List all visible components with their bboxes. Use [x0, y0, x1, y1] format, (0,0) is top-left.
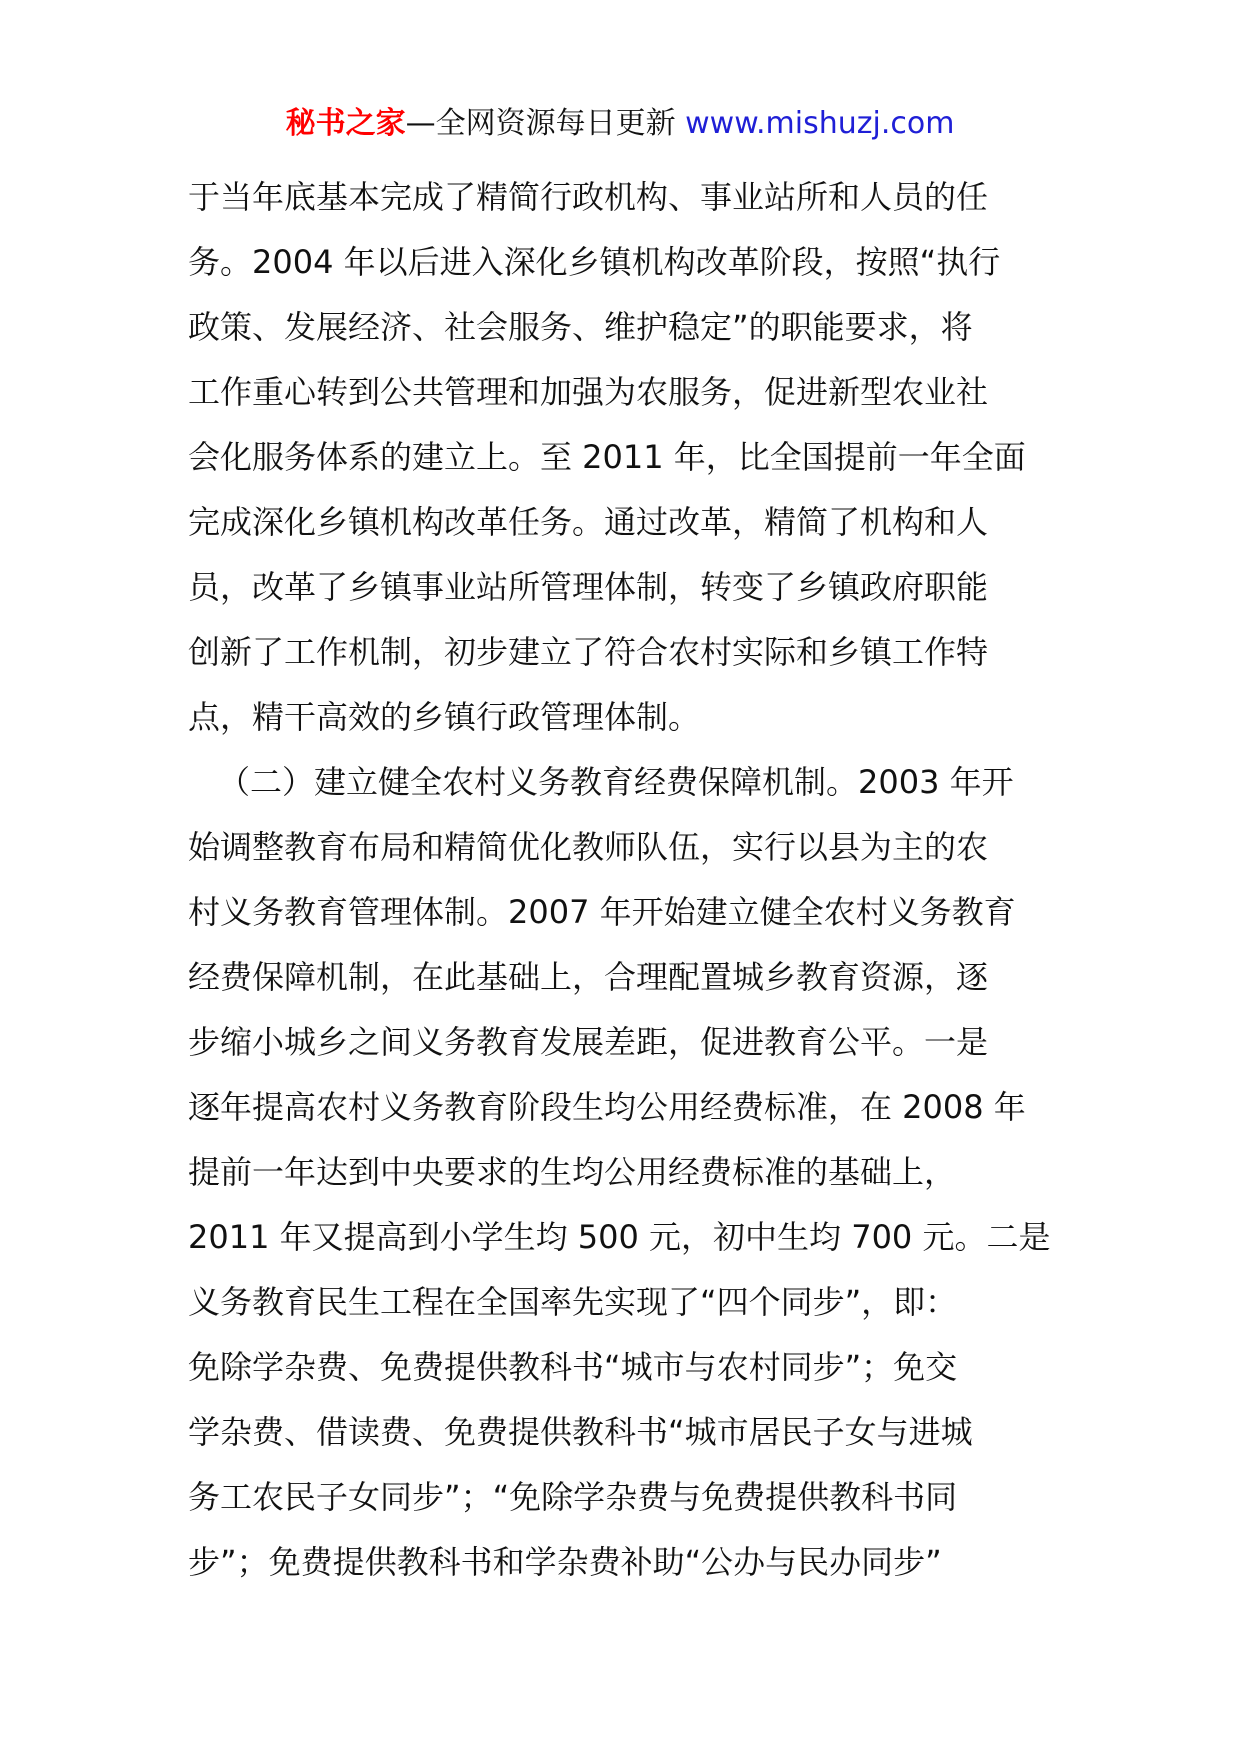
text-line: 步缩小城乡之间义务教育发展差距，促进教育公平。一是 [188, 1023, 989, 1061]
text-line: 政策、发展经济、社会服务、维护稳定”的职能要求，将 [188, 308, 973, 346]
site-url-link[interactable]: www.mishuzj.com [685, 106, 955, 141]
text-line: 经费保障机制，在此基础上，合理配置城乡教育资源，逐 [188, 958, 989, 996]
text-line: 免除学杂费、免费提供教科书“城市与农村同步”；免交 [188, 1348, 958, 1386]
page-header [0, 104, 1240, 144]
text-line: 村义务教育管理体制。2007 年开始建立健全农村义务教育 [188, 893, 1016, 931]
text-line: 创新了工作机制，初步建立了符合农村实际和乡镇工作特 [188, 633, 989, 671]
text-line: 于当年底基本完成了精简行政机构、事业站所和人员的任 [188, 178, 989, 216]
text-line: 2011 年又提高到小学生均 500 元，初中生均 700 元。二是 [188, 1218, 1051, 1256]
text-line: 务。2004 年以后进入深化乡镇机构改革阶段，按照“执行 [188, 243, 1001, 281]
text-line: 始调整教育布局和精简优化教师队伍，实行以县为主的农 [188, 828, 989, 866]
text-line: 步”；免费提供教科书和学杂费补助“公办与民办同步” [188, 1543, 942, 1581]
text-line: 工作重心转到公共管理和加强为农服务，促进新型农业社 [188, 373, 989, 411]
header-tagline: —全网资源每日更新 [405, 106, 686, 141]
text-line: 务工农民子女同步”；“免除学杂费与免费提供教科书同 [188, 1478, 958, 1516]
text-line: 逐年提高农村义务教育阶段生均公用经费标准，在 2008 年 [188, 1088, 1026, 1126]
text-line: 义务教育民生工程在全国率先实现了“四个同步”，即： [188, 1283, 958, 1321]
section-heading-line: （二）建立健全农村义务教育经费保障机制。2003 年开 [218, 763, 1014, 801]
document-body [188, 165, 1068, 1595]
text-line: 学杂费、借读费、免费提供教科书“城市居民子女与进城 [188, 1413, 973, 1451]
text-line: 提前一年达到中央要求的生均公用经费标准的基础上， [188, 1153, 957, 1191]
brand-name: 秘书之家 [285, 106, 406, 141]
text-line: 点，精干高效的乡镇行政管理体制。 [188, 698, 701, 736]
text-line: 员，改革了乡镇事业站所管理体制，转变了乡镇政府职能 [188, 568, 989, 606]
text-line: 会化服务体系的建立上。至 2011 年，比全国提前一年全面 [188, 438, 1026, 476]
text-line: 完成深化乡镇机构改革任务。通过改革，精简了机构和人 [188, 503, 989, 541]
